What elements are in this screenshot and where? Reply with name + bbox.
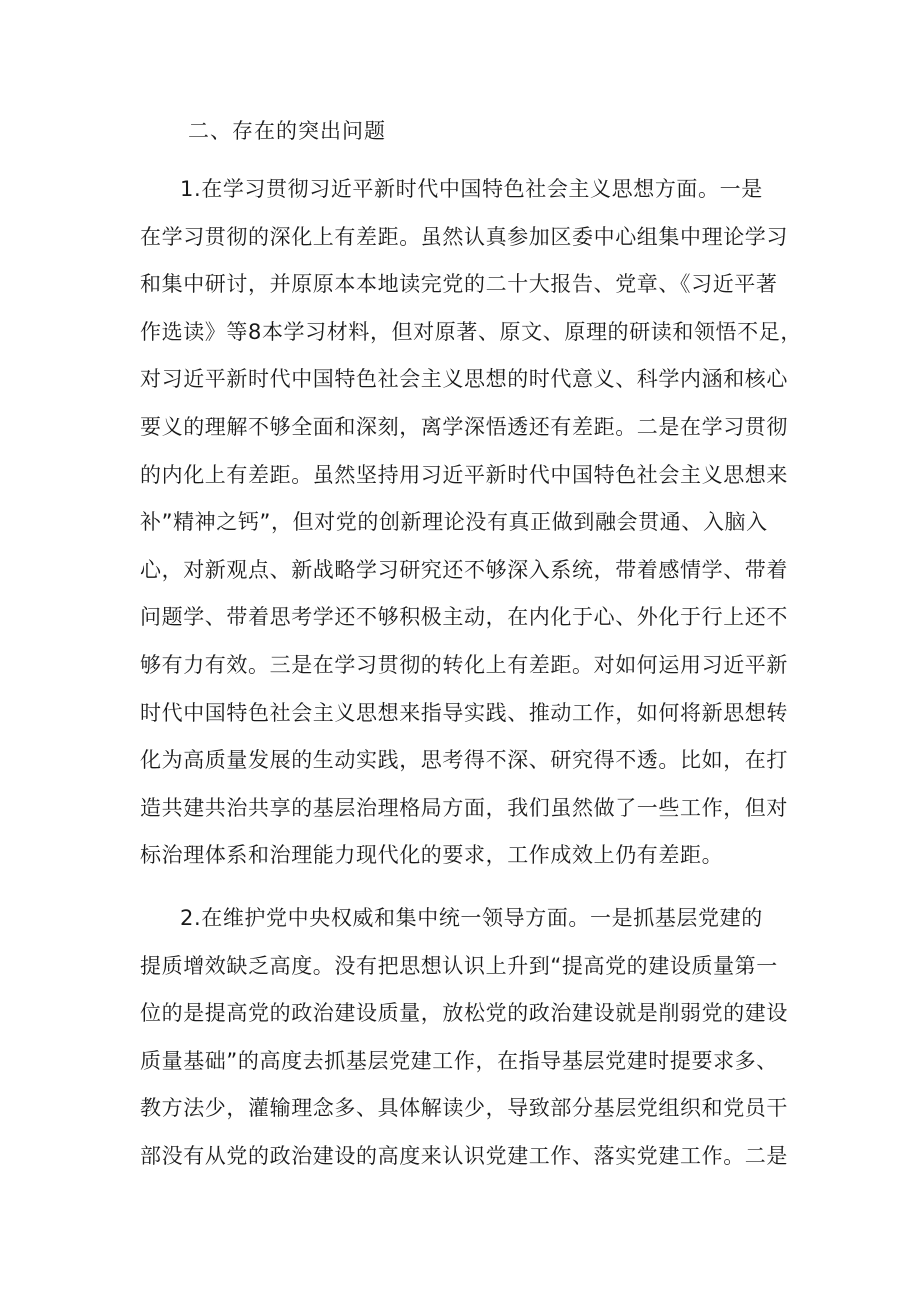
paragraph-line: 心，对新观点、新战略学习研究还不够深入系统，带着感情学、带着 (140, 557, 788, 582)
paragraph-line: 问题学、带着思考学还不够积极主动，在内化于心、外化于行上还不 (140, 605, 788, 630)
paragraph-line: 2.在维护党中央权威和集中统一领导方面。一是抓基层党建的 (180, 906, 763, 930)
paragraph-line: 化为高质量发展的生动实践，思考得不深、研究得不透。比如，在打 (140, 748, 788, 773)
paragraph-line: 部没有从党的政治建设的高度来认识党建工作、落实党建工作。二是 (140, 1143, 788, 1168)
paragraph-line: 标治理体系和治理能力现代化的要求，工作成效上仍有差距。 (140, 843, 724, 868)
paragraph-line: 和集中研讨，并原原本本地读完党的二十大报告、党章、《习近平著 (140, 272, 778, 297)
paragraph-line: 位的是提高党的政治建设质量，放松党的政治建设就是削弱党的建设 (140, 1001, 788, 1026)
paragraph-1 (140, 166, 802, 880)
paragraph-line: 的内化上有差距。虽然坚持用习近平新时代中国特色社会主义思想来 (140, 462, 788, 487)
section-heading: 二、存在的突出问题 (188, 119, 386, 143)
paragraph-2 (140, 895, 788, 1181)
paragraph-line: 够有力有效。三是在学习贯彻的转化上有差距。对如何运用习近平新 (140, 652, 788, 677)
paragraph-line: 质量基础”的高度去抓基层党建工作，在指导基层党建时提要求多、 (140, 1048, 778, 1073)
paragraph-line: 补”精神之钙”，但对党的创新理论没有真正做到融会贯通、入脑入 (140, 510, 768, 535)
paragraph-line: 提质增效缺乏高度。没有把思想认识上升到“提高党的建设质量第一 (140, 953, 778, 978)
paragraph-line: 时代中国特色社会主义思想来指导实践、推动工作，如何将新思想转 (140, 700, 788, 725)
paragraph-line: 教方法少，灌输理念多、具体解读少，导致部分基层党组织和党员干 (140, 1096, 788, 1121)
paragraph-line: 要义的理解不够全面和深刻，离学深悟透还有差距。二是在学习贯彻 (140, 414, 788, 439)
paragraph-line: 对习近平新时代中国特色社会主义思想的时代意义、科学内涵和核心 (140, 367, 788, 392)
paragraph-line: 造共建共治共享的基层治理格局方面，我们虽然做了一些工作，但对 (140, 795, 788, 820)
paragraph-line: 在学习贯彻的深化上有差距。虽然认真参加区委中心组集中理论学习 (140, 224, 788, 249)
paragraph-line: 1.在学习贯彻习近平新时代中国特色社会主义思想方面。一是 (180, 177, 763, 201)
paragraph-line: 作选读》等8本学习材料，但对原著、原文、原理的研读和领悟不足， (140, 319, 802, 344)
